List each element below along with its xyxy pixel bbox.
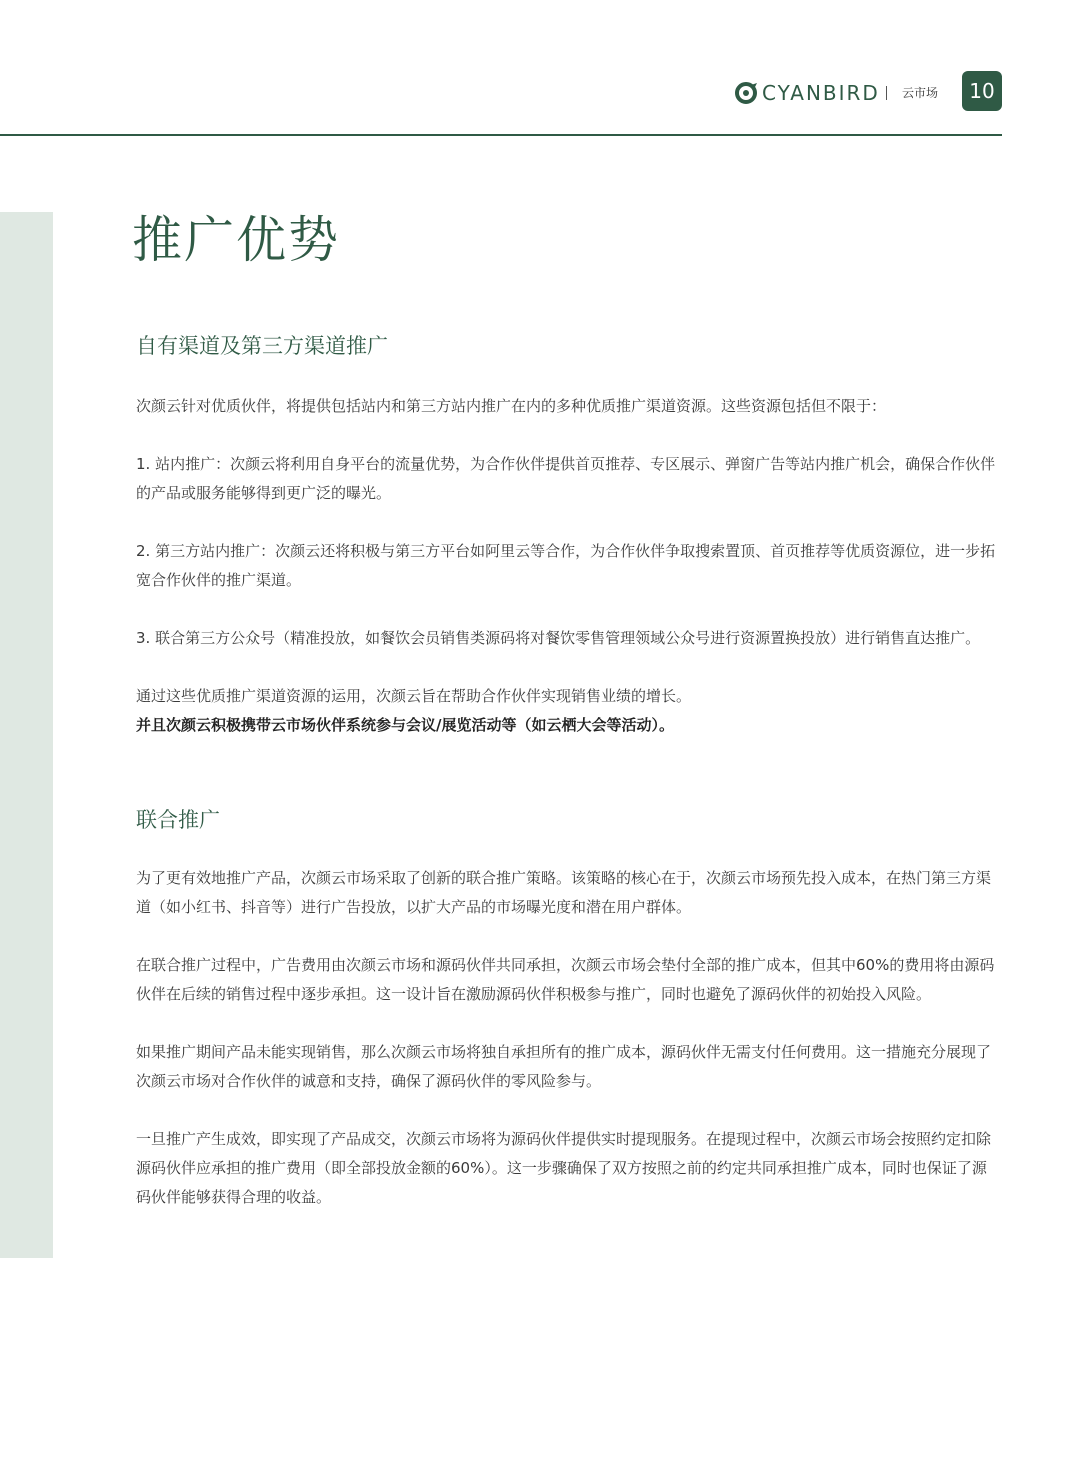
brand-logo	[734, 79, 880, 107]
side-decoration-band	[0, 212, 53, 1258]
section1-item-1: 1. 站内推广：次颜云将利用自身平台的流量优势，为合作伙伴提供首页推荐、专区展示、弹窗广告等站内推广机会，确保合作伙伴的产品或服务能够得到更广泛的曝光。	[136, 455, 996, 502]
page-title: 推广优势	[132, 211, 340, 269]
cyanbird-logo-icon	[734, 81, 758, 105]
section1-summary: 通过这些优质推广渠道资源的运用，次颜云旨在帮助合作伙伴实现销售业绩的增长。	[136, 687, 692, 705]
section1-summary-bold: 并且次颜云积极携带云市场伙伴系统参与会议/展览活动等（如云栖大会等活动）。	[136, 716, 674, 734]
section-title-channels: 自有渠道及第三方渠道推广	[136, 334, 388, 358]
section2-paragraph-4: 一旦推广产生成效，即实现了产品成交，次颜云市场将为源码伙伴提供实时提现服务。在提现过程中，次颜云市场会按照约定扣除源码伙伴应承担的推广费用（即全部投放金额的60%）。这一步骤确保了双方按照之前的约定共同承担推广成本，同时也保证了源码伙伴能够获得合理的收益。	[136, 1130, 992, 1206]
section1-item-2: 2. 第三方站内推广：次颜云还将积极与第三方平台如阿里云等合作，为合作伙伴争取搜索置顶、首页推荐等优质资源位，进一步拓宽合作伙伴的推广渠道。	[136, 542, 996, 589]
header-divider	[0, 134, 1002, 136]
section2-paragraph-3: 如果推广期间产品未能实现销售，那么次颜云市场将独自承担所有的推广成本，源码伙伴无需支付任何费用。这一措施充分展现了次颜云市场对合作伙伴的诚意和支持，确保了源码伙伴的零风险参与。	[136, 1043, 992, 1090]
header-separator	[886, 86, 887, 100]
main-content	[136, 330, 996, 1212]
section2-paragraph-1: 为了更有效地推广产品，次颜云市场采取了创新的联合推广策略。该策略的核心在于，次颜云市场预先投入成本，在热门第三方渠道（如小红书、抖音等）进行广告投放，以扩大产品的市场曝光度和潜在用户群体。	[136, 869, 992, 916]
section2-paragraph-2: 在联合推广过程中，广告费用由次颜云市场和源码伙伴共同承担，次颜云市场会垫付全部的推广成本，但其中60%的费用将由源码伙伴在后续的销售过程中逐步承担。这一设计旨在激励源码伙伴积极参与推广，同时也避免了源码伙伴的初始投入风险。	[136, 956, 995, 1003]
header-section-label: 云市场	[902, 86, 939, 100]
section-title-joint-promotion: 联合推广	[136, 808, 220, 832]
page-header	[0, 0, 1080, 136]
section1-intro: 次颜云针对优质伙伴，将提供包括站内和第三方站内推广在内的多种优质推广渠道资源。这些资源包括但不限于：	[136, 397, 887, 415]
section1-item-3: 3. 联合第三方公众号（精准投放，如餐饮会员销售类源码将对餐饮零售管理领域公众号进行资源置换投放）进行销售直达推广。	[136, 629, 981, 647]
brand-name: CYANBIRD	[762, 81, 880, 105]
page-number-badge: 10	[962, 71, 1002, 111]
